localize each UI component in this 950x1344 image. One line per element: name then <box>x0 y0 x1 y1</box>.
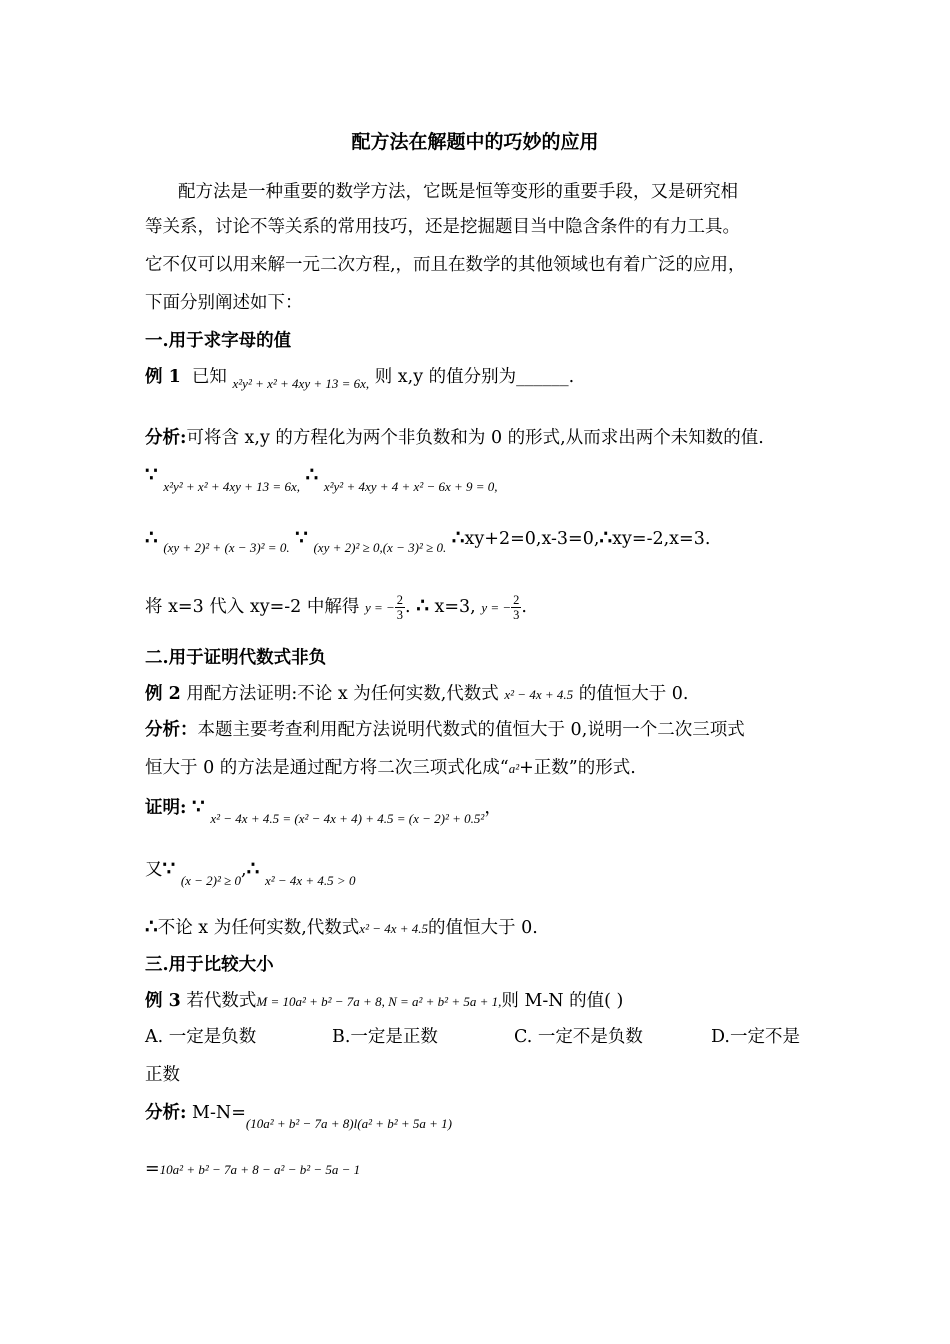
conclusion-2-pre: 不论 x 为任何实数,代数式 <box>157 918 360 938</box>
analysis-1-line4-mid: x=3, <box>434 597 476 617</box>
analysis-3-equals: = <box>145 1159 160 1179</box>
example-2-label: 例 2 <box>145 684 181 704</box>
because-symbol: ∵ <box>162 856 176 880</box>
analysis-2-a-squared: a² <box>508 761 520 776</box>
fraction-numerator: 2 <box>513 593 520 607</box>
conclusion-2 <box>145 914 538 941</box>
analysis-1-line3-tail: xy+2=0,x-3=0, <box>464 529 600 549</box>
proof-comma: ， <box>484 798 502 818</box>
analysis-1-eq1: x²y² + x² + 4xy + 13 = 6x, <box>163 479 300 494</box>
intro-line-3: 它不仅可以用来解一元二次方程,，而且在数学的其他领域也有着广泛的应用， <box>145 255 746 275</box>
therefore-symbol: ∴ <box>145 914 158 938</box>
because-symbol: ∵ <box>145 462 158 486</box>
analysis-2-line2-pre: 恒大于 0 的方法是通过配方将二次三项式化成“ <box>145 758 509 778</box>
section-3-heading: 三.用于比较大小 <box>145 955 274 975</box>
analysis-1-line4 <box>145 593 527 622</box>
therefore-symbol: ∴ <box>145 525 158 549</box>
analysis-1-line3 <box>145 525 711 555</box>
therefore-symbol: ∴ <box>416 593 429 617</box>
analysis-1 <box>145 426 764 450</box>
fraction-two-thirds <box>395 593 405 622</box>
example-3-post: 则 M-N 的值( ) <box>501 991 624 1011</box>
example-1-label: 例 1 <box>145 367 181 387</box>
conclusion-2-post: 的值恒大于 0. <box>428 918 538 938</box>
also-line <box>145 856 356 888</box>
period: . <box>405 597 411 617</box>
intro-line-4: 下面分别阐述如下： <box>145 293 303 313</box>
therefore-symbol: ∴ <box>599 525 613 549</box>
option-d-wrap: 正数 <box>145 1065 180 1085</box>
option-d: D.一定不是 <box>711 1027 800 1047</box>
option-b: B.一定是正数 <box>332 1027 438 1047</box>
fraction-two-thirds <box>511 593 521 622</box>
y-expression: y = − <box>481 600 512 615</box>
therefore-symbol: ∴ <box>246 856 260 880</box>
example-2-pre: 用配方法证明:不论 x 为任何实数,代数式 <box>186 684 499 704</box>
proof-equation: x² − 4x + 4.5 = (x² − 4x + 4) + 4.5 = (x − 2)² + 0.5² <box>210 811 485 826</box>
also-word: 又 <box>145 860 163 880</box>
also-comma: , <box>241 860 247 880</box>
option-c: C. 一定不是负数 <box>514 1027 643 1047</box>
example-3 <box>145 989 623 1014</box>
section-2-heading: 二.用于证明代数式非负 <box>145 648 327 668</box>
example-1-post: 则 x,y 的值分别为______. <box>374 367 575 387</box>
analysis-2-text-1: 本题主要考查利用配方法说明代数式的值恒大于 0,说明一个二次三项式 <box>197 720 745 740</box>
analysis-2-line2 <box>145 756 636 781</box>
page-title: 配方法在解题中的巧妙的应用 <box>351 131 599 153</box>
example-1-pre: 已知 <box>191 367 227 387</box>
analysis-2-line2-post: +正数”的形式. <box>519 758 636 778</box>
fraction-denominator: 3 <box>513 608 520 622</box>
intro-line-2: 等关系，讨论不等关系的常用技巧，还是挖掘题目当中隐含条件的有力工具。 <box>145 217 740 237</box>
analysis-3 <box>145 1101 453 1131</box>
because-symbol: ∵ <box>295 525 308 549</box>
analysis-3-expansion: 10a² + b² − 7a + 8 − a² − b² − 5a − 1 <box>159 1162 361 1177</box>
analysis-1-line4-pre: 将 x=3 代入 xy=-2 中解得 <box>145 597 360 617</box>
analysis-3-line2 <box>145 1157 360 1182</box>
analysis-1-line3-end: xy=-2,x=3. <box>612 529 711 549</box>
analysis-2-line1 <box>145 718 745 742</box>
analysis-1-eq4: (xy + 2)² ≥ 0,(x − 3)² ≥ 0. <box>313 540 447 555</box>
conclusion-2-equation: x² − 4x + 4.5 <box>359 921 429 936</box>
therefore-symbol: ∴ <box>305 462 319 486</box>
analysis-2-label: 分析： <box>145 720 198 740</box>
example-3-label: 例 3 <box>145 991 181 1011</box>
example-2-post: 的值恒大于 0. <box>578 684 689 704</box>
intro-line-1: 配方法是一种重要的数学方法，它既是恒等变形的重要手段，又是研究相 <box>178 182 738 202</box>
fraction-numerator: 2 <box>396 593 404 607</box>
analysis-1-text: 可将含 x,y 的方程化为两个非负数和为 0 的形式,从而求出两个未知数的值. <box>186 428 764 448</box>
analysis-1-line2 <box>145 462 498 494</box>
proof-line <box>145 794 502 826</box>
analysis-1-eq2: x²y² + 4xy + 4 + x² − 6x + 9 = 0, <box>323 479 498 494</box>
example-2-equation: x² − 4x + 4.5 <box>504 687 574 702</box>
example-1 <box>145 365 574 390</box>
also-equation-1: (x − 2)² ≥ 0 <box>180 873 242 888</box>
analysis-1-eq3: (xy + 2)² + (x − 3)² = 0. <box>163 540 290 555</box>
period: . <box>521 597 527 617</box>
analysis-3-text: M-N= <box>192 1103 246 1123</box>
therefore-symbol: ∴ <box>451 525 465 549</box>
section-1-heading: 一.用于求字母的值 <box>145 331 292 351</box>
analysis-1-label: 分析: <box>145 428 187 448</box>
fraction-denominator: 3 <box>396 608 404 622</box>
analysis-3-equation: (10a² + b² − 7a + 8)l(a² + b² + 5a + 1) <box>245 1116 453 1131</box>
example-1-equation: x²y² + x² + 4xy + 13 = 6x, <box>232 376 370 391</box>
also-equation-2: x² − 4x + 4.5 > 0 <box>264 873 356 888</box>
option-a: A. 一定是负数 <box>145 1027 257 1047</box>
options-row <box>145 1025 810 1049</box>
example-3-equation: M = 10a² + b² − 7a + 8, N = a² + b² + 5a + 1, <box>256 994 502 1009</box>
because-symbol: ∵ <box>192 794 205 818</box>
example-3-pre: 若代数式 <box>186 991 257 1011</box>
analysis-3-label: 分析: <box>145 1103 187 1123</box>
example-2 <box>145 682 688 707</box>
y-expression: y = − <box>364 600 395 615</box>
proof-label: 证明: <box>145 798 187 818</box>
